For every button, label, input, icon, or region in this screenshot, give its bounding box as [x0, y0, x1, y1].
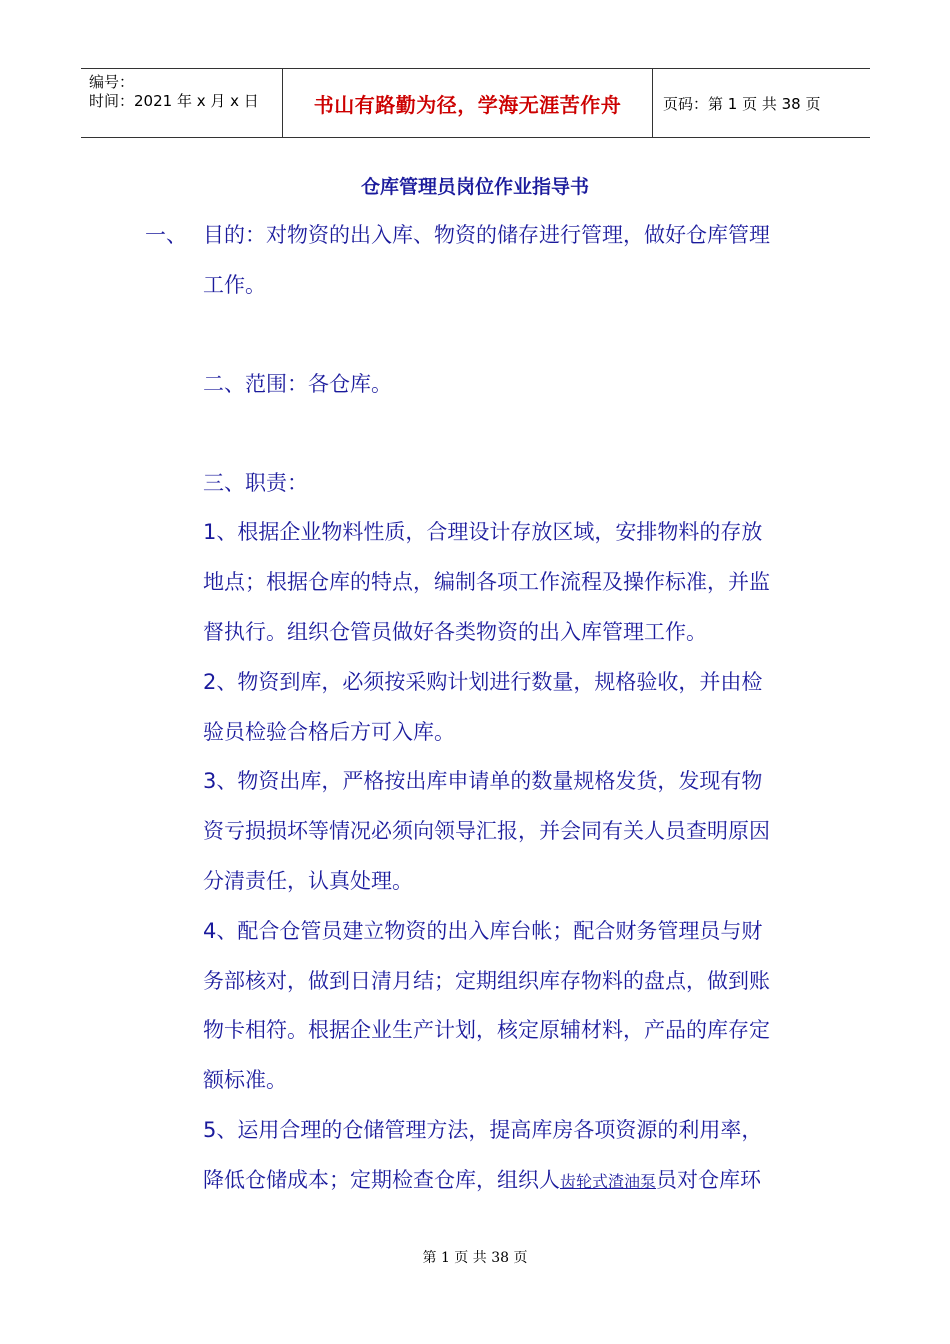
duty-4-line-4: 额标准。	[203, 1068, 287, 1092]
duty-1-line-2: 地点；根据仓库的特点，编制各项工作流程及操作标准，并监	[203, 570, 770, 594]
document-title: 仓库管理员岗位作业指导书	[360, 176, 589, 198]
time-label: 时间：2021 年 x 月 x 日	[89, 92, 259, 110]
duty-4-line-1: 4、配合仓管员建立物资的出入库台帐；配合财务管理员与财	[203, 919, 763, 943]
document-header	[81, 68, 870, 138]
duty-2-line-2: 验员检验合格后方可入库。	[203, 720, 455, 744]
duty-2-line-1: 2、物资到库，必须按采购计划进行数量，规格验收，并由检	[203, 670, 763, 694]
header-motto-cell	[283, 69, 653, 137]
duty-5-line-2-start: 降低仓储成本；定期检查仓库，组织人	[203, 1168, 560, 1192]
section-2: 二、范围：各仓库。	[203, 372, 392, 396]
header-meta-cell	[81, 69, 283, 137]
number-label: 编号：	[89, 73, 135, 91]
duty-5-line-2-end: 员对仓库环	[656, 1168, 762, 1192]
duty-3-line-2: 资亏损损坏等情况必须向领导汇报，并会同有关人员查明原因	[203, 819, 770, 843]
section-1-number: 一、	[145, 223, 187, 247]
header-page-cell	[653, 69, 870, 137]
duty-5-line-1: 5、运用合理的仓储管理方法，提高库房各项资源的利用率，	[203, 1118, 763, 1142]
duty-1-line-3: 督执行。组织仓管员做好各类物资的出入库管理工作。	[203, 620, 707, 644]
header-page-info: 页码：第 1 页 共 38 页	[663, 94, 821, 113]
section-1-line-1: 目的：对物资的出入库、物资的储存进行管理，做好仓库管理	[203, 223, 770, 247]
duty-4-line-2: 务部核对，做到日清月结；定期组织库存物料的盘点，做到账	[203, 969, 770, 993]
section-3-heading: 三、职责：	[203, 471, 308, 495]
duty-1-line-1: 1、根据企业物料性质，合理设计存放区域，安排物料的存放	[203, 520, 763, 544]
duty-5-line-2	[203, 1155, 761, 1207]
header-motto: 书山有路勤为径，学海无涯苦作舟	[313, 92, 622, 117]
duty-3-line-3: 分清责任，认真处理。	[203, 869, 413, 893]
page-footer: 第 1 页 共 38 页	[422, 1250, 528, 1266]
duty-4-line-3: 物卡相符。根据企业生产计划，核定原辅材料，产品的库存定	[203, 1018, 770, 1042]
duty-3-line-1: 3、物资出库，严格按出库申请单的数量规格发货，发现有物	[203, 769, 763, 793]
embedded-link[interactable]: 齿轮式渣油泵	[560, 1172, 657, 1191]
section-1-line-2: 工作。	[203, 273, 266, 297]
